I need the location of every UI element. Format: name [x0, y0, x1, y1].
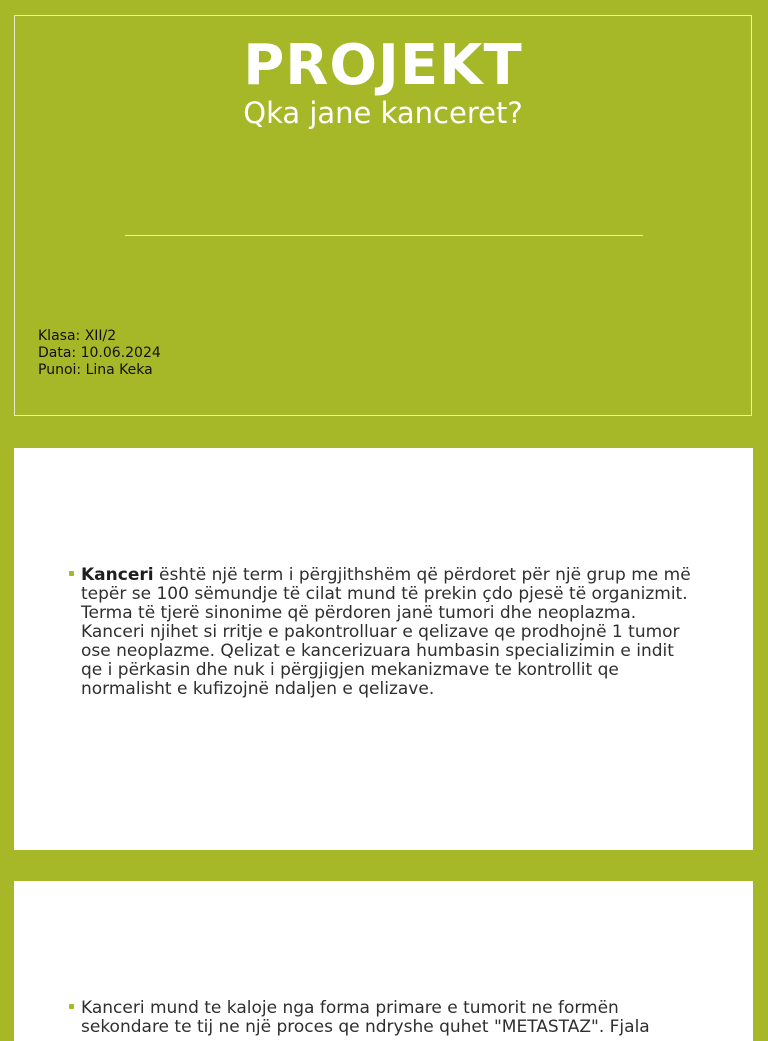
bullet-icon	[69, 1004, 74, 1009]
term-kanceri: Kanceri	[81, 565, 154, 585]
title-divider	[125, 235, 643, 236]
slide-title: PROJEKT	[243, 33, 523, 98]
content-slide-definition	[14, 448, 753, 850]
bullet-icon	[69, 571, 74, 576]
title-slide	[14, 15, 752, 416]
metastasis-text: Kanceri mund te kaloje nga forma primare e tumorit ne formën sekondare te tij ne një proces qe ndryshe quhet "METASTAZ". Fjala	[81, 998, 650, 1037]
meta-class: Klasa: XII/2	[38, 328, 117, 344]
definition-text: është një term i përgjithshëm që përdoret për një grup me më tepër se 100 sëmundje të cilat mund të prekin çdo pjesë të organizmit. Terma të tjerë sinonime që përdoren janë tumori dhe neoplazma. Kanceri njihet si rritje e pakontrolluar e qelizave qe prodhojnë 1 tumor ose neoplazme. Qelizat e kancerizuara humbasin specializimin e indit qe i përkasin dhe nuk i përgjigjen mekanizmave te kontrollit qe normalisht e kufizojnë ndaljen e qelizave.	[81, 565, 691, 699]
meta-author: Punoi: Lina Keka	[38, 362, 153, 378]
meta-date: Data: 10.06.2024	[38, 345, 161, 361]
content-slide-metastasis	[14, 881, 753, 1041]
bullet-paragraph	[81, 566, 691, 699]
bullet-paragraph	[81, 999, 691, 1037]
project-meta	[38, 328, 161, 379]
slide-subtitle: Qka jane kanceret?	[243, 96, 523, 130]
